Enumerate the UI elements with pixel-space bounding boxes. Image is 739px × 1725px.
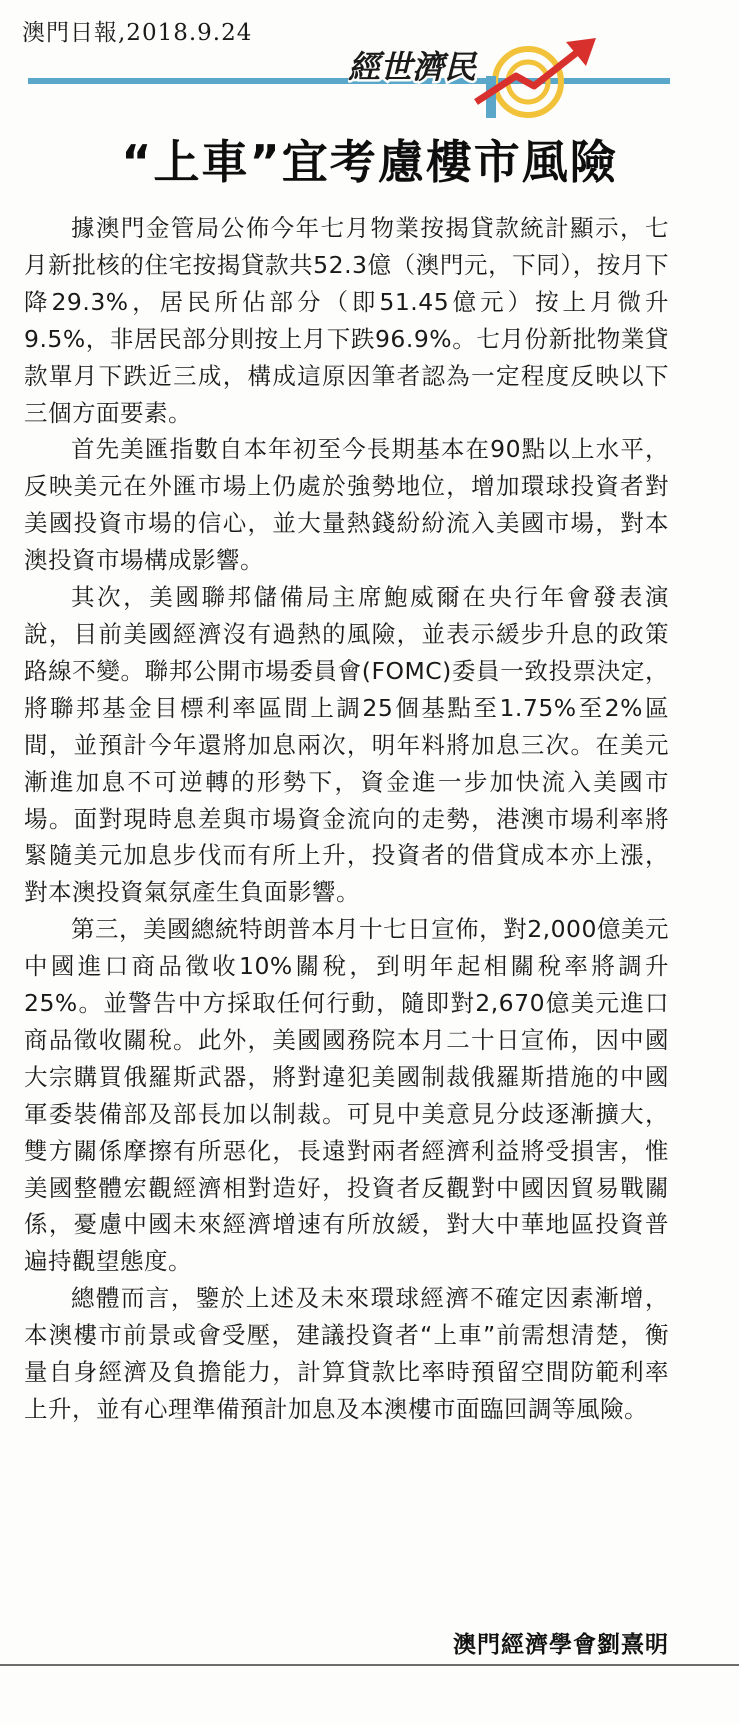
article-paragraph: 其次，美國聯邦儲備局主席鮑威爾在央行年會發表演說，目前美國經濟沒有過熱的風險，並表示緩步升息的政策路線不變。聯邦公開市場委員會(FOMC)委員一致投票決定，將聯邦基金目標利率區間上調25個基點至1.75%至2%區間，並預計今年還將加息兩次，明年料將加息三次。在美元漸進加息不可逆轉的形勢下，資金進一步加快流入美國市場。面對現時息差與市場資金流向的走勢，港澳市場利率將緊隨美元加息步伐而有所上升，投資者的借貸成本亦上漲，對本澳投資氣氛產生負面影響。 — [24, 583, 669, 907]
headline: “上車”宜考慮樓市風險 — [121, 135, 618, 189]
article-paragraph: 第三，美國總統特朗普本月十七日宣佈，對2,000億美元中國進口商品徵收10%關稅，到明年起相關稅率將調升25%。並警告中方採取任何行動，隨即對2,670億美元進口商品徵收關稅。此外，美國國務院本月二十日宣佈，因中國大宗購買俄羅斯武器，將對違犯美國制裁俄羅斯措施的中國軍委裝備部及部長加以制裁。可見中美意見分歧逐漸擴大，雙方關係摩擦有所惡化，長遠對兩者經濟利益將受損害，惟美國整體宏觀經濟相對造好，投資者反觀對中國因貿易戰關係，憂慮中國未來經濟增速有所放緩，對大中華地區投資普遍持觀望態度。 — [24, 915, 669, 1276]
article-paragraph: 據澳門金管局公佈今年七月物業按揭貸款統計顯示，七月新批核的住宅按揭貸款共52.3億（澳門元，下同），按月下降29.3%，居民所佔部分（即51.45億元）按上月微升9.5%，非居民部分則按上月下跌96.9%。七月份新批物業貸款單月下跌近三成，構成這原因筆者認為一定程度反映以下三個方面要素。 — [24, 214, 669, 427]
byline: 澳門經濟學會劉熹明 — [453, 1632, 669, 1658]
column-logo — [348, 32, 638, 118]
column-name: 經世濟民 — [348, 48, 477, 86]
bottom-rule — [0, 1664, 739, 1666]
column-emblem-icon — [348, 32, 638, 118]
article-paragraph: 首先美匯指數自本年初至今長期基本在90點以上水平，反映美元在外匯市場上仍處於強勢地位，增加環球投資者對美國投資市場的信心，並大量熱錢紛紛流入美國市場，對本澳投資市場構成影響。 — [24, 435, 669, 575]
column-header — [28, 30, 670, 120]
newspaper-source-date: 澳門日報,2018.9.24 — [22, 20, 253, 46]
article-paragraph: 總體而言，鑒於上述及未來環球經濟不確定因素漸增，本澳樓市前景或會受壓，建議投資者“上車”前需想清楚，衡量自身經濟及負擔能力，計算貸款比率時預留空間防範利率上升，並有心理準備預計加息及本澳樓市面臨回調等風險。 — [24, 1284, 669, 1423]
article-body — [24, 210, 669, 1428]
